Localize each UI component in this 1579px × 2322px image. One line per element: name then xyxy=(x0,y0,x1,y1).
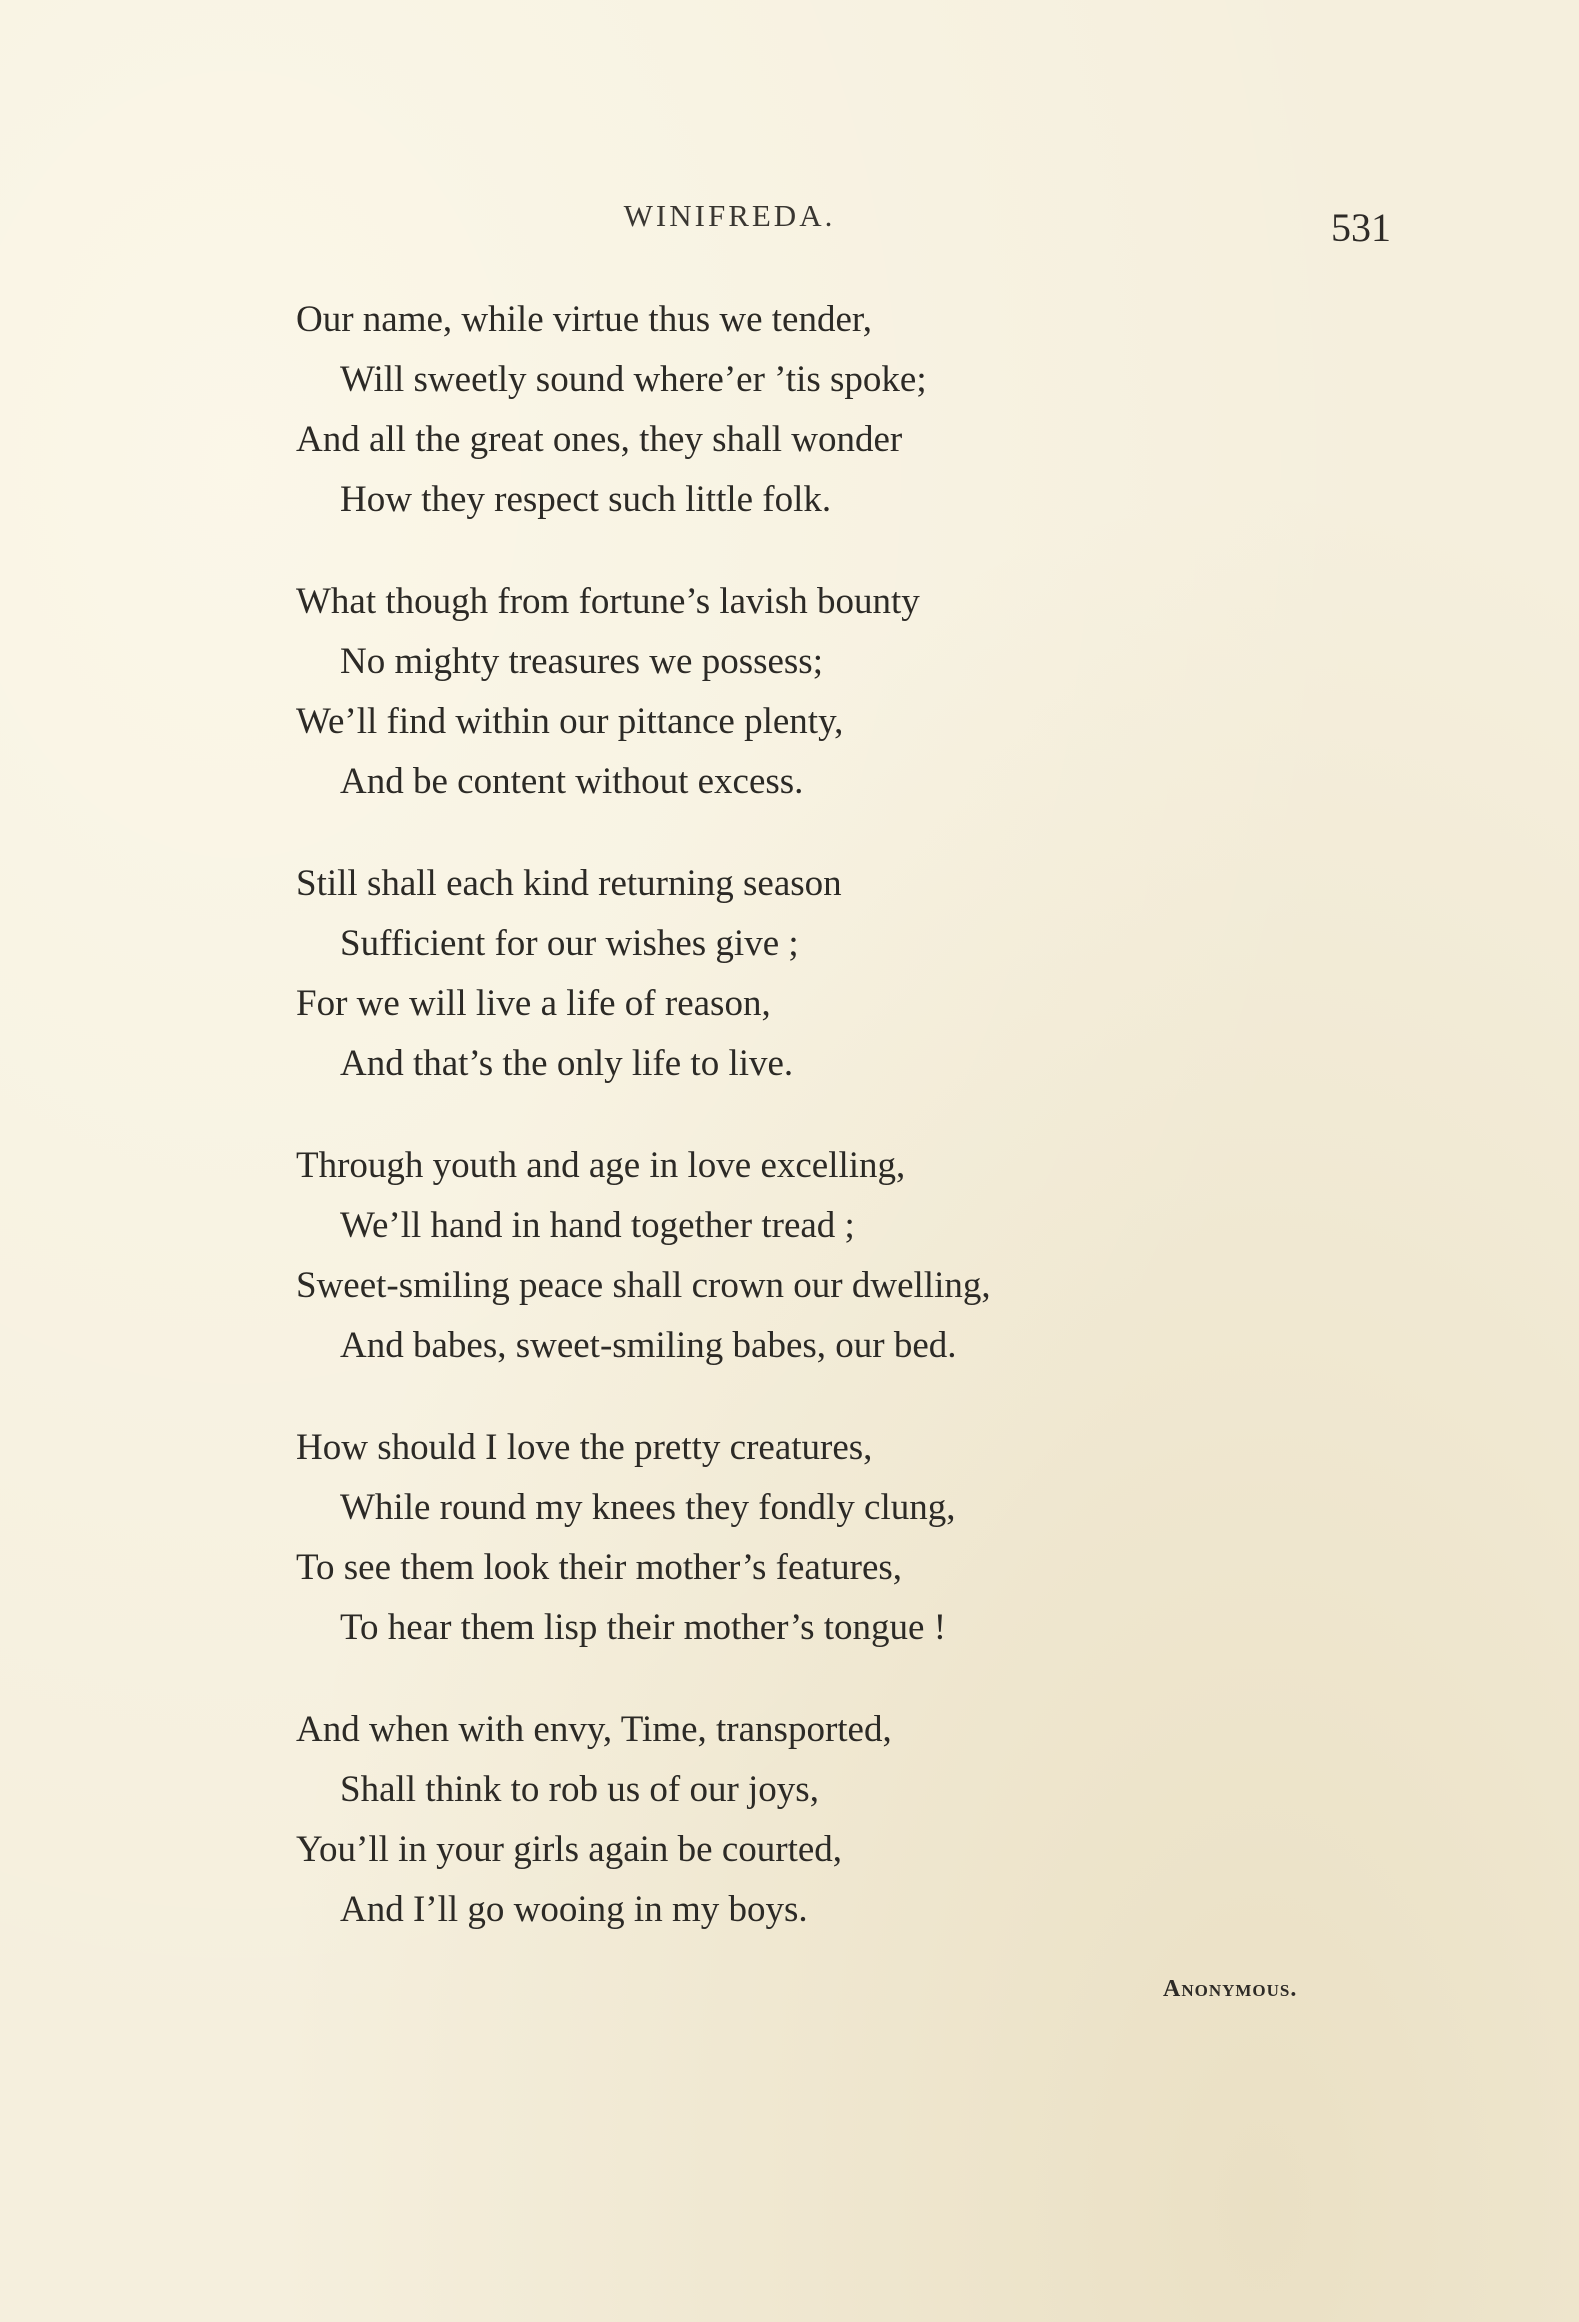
poem-line: Still shall each kind returning season xyxy=(296,863,842,904)
poem-line: Sweet-smiling peace shall crown our dwelling, xyxy=(296,1265,991,1306)
running-title-text: WINIFREDA. xyxy=(623,198,836,233)
stanza-5 xyxy=(296,1418,1296,1658)
poem-line: And be content without excess. xyxy=(340,761,804,802)
poem-line: Sufficient for our wishes give ; xyxy=(340,923,799,964)
poem-line: How they respect such little folk. xyxy=(340,479,832,520)
poem-line: Shall think to rob us of our joys, xyxy=(340,1769,819,1810)
stanza-2 xyxy=(296,572,1296,812)
poem-line: You’ll in your girls again be courted, xyxy=(296,1829,843,1870)
poem-line: To see them look their mother’s features, xyxy=(296,1547,903,1588)
stanza-6 xyxy=(296,1700,1296,1940)
poem xyxy=(296,290,1296,1982)
poem-line: Through youth and age in love excelling, xyxy=(296,1145,906,1186)
poem-line: And that’s the only life to live. xyxy=(340,1043,794,1084)
page-number: 531 xyxy=(1331,205,1391,250)
poem-line: Our name, while virtue thus we tender, xyxy=(296,299,872,340)
poem-line: We’ll hand in hand together tread ; xyxy=(340,1205,855,1246)
poem-line: And when with envy, Time, transported, xyxy=(296,1709,892,1750)
poem-line: We’ll find within our pittance plenty, xyxy=(296,701,844,742)
stanza-4 xyxy=(296,1136,1296,1376)
poem-line: What though from fortune’s lavish bounty xyxy=(296,581,920,622)
stanza-3 xyxy=(296,854,1296,1094)
poem-line: And I’ll go wooing in my boys. xyxy=(340,1889,808,1930)
poem-line: And babes, sweet-smiling babes, our bed. xyxy=(340,1325,957,1366)
poem-line: And all the great ones, they shall wonder xyxy=(296,419,903,460)
author-attribution: Anonymous. xyxy=(1163,1976,1298,2002)
poem-line: While round my knees they fondly clung, xyxy=(340,1487,956,1528)
poem-line: Will sweetly sound where’er ’tis spoke; xyxy=(340,359,927,400)
poem-line: For we will live a life of reason, xyxy=(296,983,771,1024)
poem-line: No mighty treasures we possess; xyxy=(340,641,823,682)
stanza-1 xyxy=(296,290,1296,530)
poem-line: How should I love the pretty creatures, xyxy=(296,1427,873,1468)
poem-line: To hear them lisp their mother’s tongue ! xyxy=(340,1607,947,1648)
